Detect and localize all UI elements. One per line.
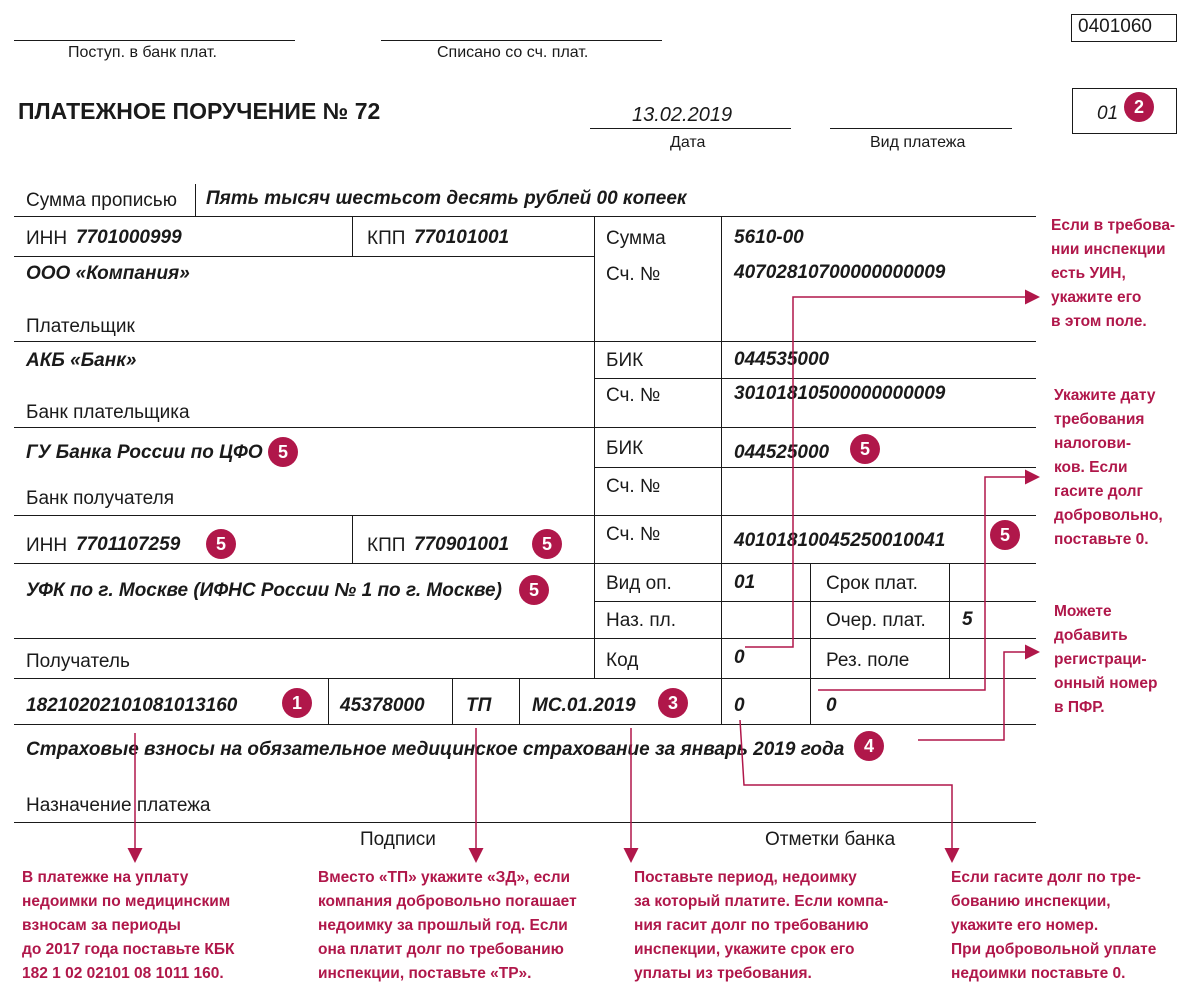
priority: 5	[962, 609, 973, 630]
payer-account: 40702810700000000009	[734, 262, 946, 283]
payer-inn: 7701000999	[76, 227, 182, 248]
badge-5-inn: 5	[206, 529, 236, 559]
note-pfr: Можете добавить регистраци- онный номер в ПФР.	[1054, 603, 1158, 716]
page-title: ПЛАТЕЖНОЕ ПОРУЧЕНИЕ № 72	[18, 98, 381, 124]
payee-bank-bik-label: БИК	[606, 438, 644, 459]
payee-name: УФК по г. Москве (ИФНС России № 1 по г. Москве)	[26, 580, 502, 601]
arrow-pfr	[918, 652, 1037, 740]
status-value: 01	[1097, 103, 1119, 124]
payer-kpp-label: КПП	[367, 228, 406, 249]
priority-label: Очер. плат.	[826, 610, 926, 631]
payee-kpp-label: КПП	[367, 535, 406, 556]
kbk: 18210202101081013160	[26, 695, 238, 716]
payer-bank-role-label: Банк плательщика	[26, 402, 190, 423]
badge-1: 1	[282, 688, 312, 718]
payee-kpp: 770901001	[414, 534, 510, 555]
payee-bank-account-label: Сч. №	[606, 476, 661, 497]
badge-5-bik: 5	[850, 434, 880, 464]
op-type: 01	[734, 572, 756, 593]
debited-label: Списано со сч. плат.	[437, 44, 589, 61]
payer-kpp: 770101001	[414, 227, 510, 248]
payee-bank-role-label: Банк получателя	[26, 488, 174, 509]
note-kbk: В платежке на уплату недоимки по медицинским взносам за периоды до 2017 года поставьте КБК 182 1 02 02101 08 1011 160.	[22, 869, 235, 982]
payee-role-label: Получатель	[26, 651, 130, 672]
op-type-label: Вид оп.	[606, 573, 672, 594]
purpose-label: Назначение платежа	[26, 795, 211, 816]
note-basis: Вместо «ТП» укажите «ЗД», если компания добровольно погашает недоимку за прошлый год. Если она платит долг по требованию инспекции, поставьте «ТР».	[318, 869, 577, 982]
purpose-code-label: Наз. пл.	[606, 610, 676, 631]
payee-inn-label: ИНН	[26, 535, 68, 556]
note-uin: Если в требова- нии инспекции есть УИН, укажите его в этом поле.	[1051, 217, 1176, 330]
payee-bank-bik: 044525000	[734, 442, 830, 463]
badge-5-account: 5	[990, 520, 1020, 550]
arrow-doc	[740, 720, 952, 860]
payment-type-label: Вид платежа	[870, 134, 966, 151]
payee-account: 40101810045250010041	[734, 530, 946, 551]
amount-words-label: Сумма прописью	[26, 190, 177, 211]
oktmo: 45378000	[340, 695, 425, 716]
sum-label: Сумма	[606, 228, 666, 249]
payer-bank-bik: 044535000	[734, 349, 830, 370]
note-doc: Если гасите долг по тре- бованию инспекции, укажите его номер. При добровольной уплате недоимки поставьте 0.	[951, 869, 1157, 982]
purpose-text: Страховые взносы на обязательное медицинское страхование за январь 2019 года	[26, 739, 845, 760]
doc-number: 0	[734, 695, 745, 716]
note-date: Укажите дату требования налогови- ков. Если гасите долг добровольно, поставьте 0.	[1054, 387, 1163, 548]
badge-5-kpp: 5	[532, 529, 562, 559]
payee-inn: 7701107259	[76, 534, 181, 555]
payer-name: ООО «Компания»	[26, 263, 190, 284]
bank-marks-label: Отметки банка	[765, 829, 896, 850]
basis: ТП	[466, 695, 492, 716]
payee-bank-name: ГУ Банка России по ЦФО	[26, 442, 263, 463]
badge-4: 4	[854, 731, 884, 761]
badge-5-payee-bank: 5	[268, 437, 298, 467]
payer-bank-bik-label: БИК	[606, 350, 644, 371]
date-label: Дата	[670, 134, 706, 151]
badge-5-payee: 5	[519, 575, 549, 605]
payer-bank-account-label: Сч. №	[606, 385, 661, 406]
payer-bank-name: АКБ «Банк»	[26, 350, 137, 371]
sum-value: 5610-00	[734, 227, 804, 248]
received-label: Поступ. в банк плат.	[68, 44, 217, 61]
code-label: Код	[606, 650, 639, 671]
payer-inn-label: ИНН	[26, 228, 68, 249]
form-code: 0401060	[1078, 16, 1152, 37]
term-label: Срок плат.	[826, 573, 918, 594]
arrow-uin	[745, 297, 1037, 647]
code: 0	[734, 647, 745, 668]
period: МС.01.2019	[532, 695, 636, 716]
badge-2: 2	[1124, 92, 1154, 122]
date-value: 13.02.2019	[632, 104, 733, 126]
note-period: Поставьте период, недоимку за который платите. Если компа- ния гасит долг по требованию инспекции, укажите срок его уплаты из требования.	[634, 869, 889, 982]
signatures-label: Подписи	[360, 829, 436, 850]
payer-role-label: Плательщик	[26, 316, 135, 337]
doc-date: 0	[826, 695, 837, 716]
reserve-label: Рез. поле	[826, 650, 910, 671]
payer-bank-account: 30101810500000000009	[734, 383, 946, 404]
payer-account-label: Сч. №	[606, 264, 661, 285]
amount-words-value: Пять тысяч шестьсот десять рублей 00 копеек	[206, 188, 687, 209]
payee-account-label: Сч. №	[606, 524, 661, 545]
badge-3: 3	[658, 688, 688, 718]
